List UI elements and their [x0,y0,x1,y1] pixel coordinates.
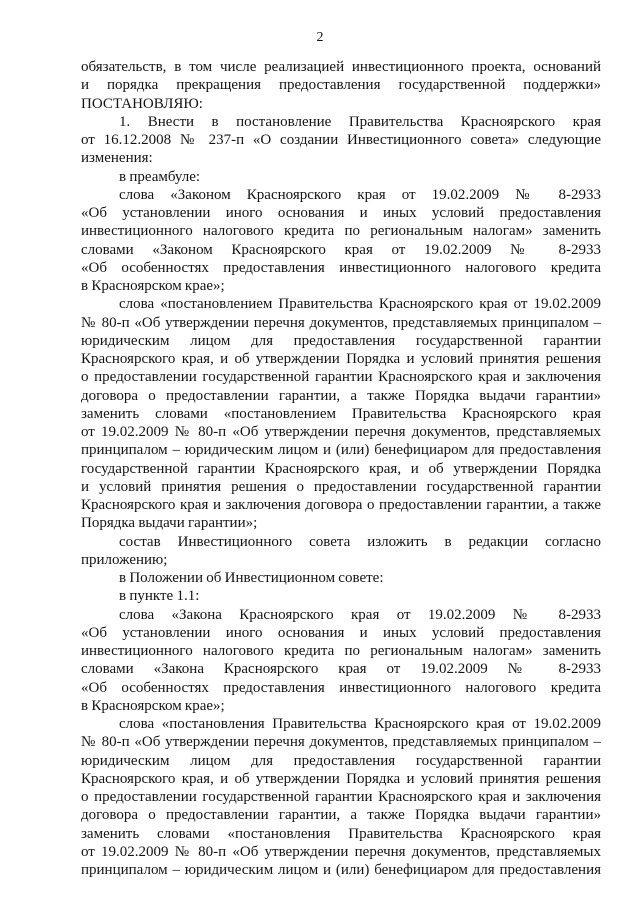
text-line: заменить словами «постановления Правительства Красноярского края [81,825,601,842]
text-line: «Об особенностях предоставления инвестиционного налогового кредита [81,259,601,276]
text-line: «Об установлении иного основания и иных условий предоставления [81,624,601,641]
text-line: Красноярского края, и об утверждении Порядка и условий принятия решения [81,351,601,367]
text-line: юридическим лицом для предоставления государственной гарантии [81,332,601,349]
paragraph [81,715,601,879]
text-line: № 80-п «Об утверждении перечня документов, представляемых принципалом – [81,314,601,331]
text-line: принципалом – юридическим лицом и (или) бенефициаром для предоставления [81,862,601,878]
text-line: от 16.12.2008 № 237-п «О создании Инвестиционного совета» следующие [81,132,601,148]
text-line: слова «Законом Красноярского края от 19.02.2009 № 8-2933 [119,186,601,203]
page-number: 2 [316,30,324,45]
text-line: «Об установлении иного основания и иных условий предоставления [81,205,601,221]
text-line: Порядка выдачи гарантии»; [81,515,258,532]
text-line: и условий принятия решения о предоставлении государственной гарантии [81,478,601,495]
text-line: приложению; [81,551,168,568]
text-line: о предоставлении государственной гарантии Красноярского края и заключения [81,369,601,386]
paragraph [81,569,601,587]
text-line: словами «Законом Красноярского края от 19.02.2009 № 8-2933 [81,241,601,258]
text-line: Красноярского края и заключения договора о предоставлении гарантии, а также [81,497,601,513]
text-line: Красноярского края, и об утверждении Порядка и условий принятия решения [81,770,601,787]
text-line: в преамбуле: [119,168,201,185]
text-line: заменить словами «постановлением Правительства Красноярского края [81,405,601,422]
paragraph [81,533,601,570]
text-line: инвестиционного налогового кредита по региональным налогам» заменить [81,643,601,659]
text-line: в пункте 1.1: [119,588,200,605]
text-line: в Положении об Инвестиционном совете: [119,570,384,586]
paragraph [81,606,601,716]
text-line: инвестиционного налогового кредита по региональным налогам» заменить [81,223,601,240]
paragraph [81,58,601,113]
paragraph [81,168,601,186]
paragraph [81,113,601,168]
text-line: ПОСТАНОВЛЯЮ: [81,95,203,112]
text-line: и порядка прекращения предоставления государственной поддержки» [81,77,601,94]
text-line: слова «постановления Правительства Красноярского края от 19.02.2009 [119,716,601,732]
text-line: в Красноярском крае»; [81,278,225,294]
text-line: слова «постановлением Правительства Красноярского края от 19.02.2009 [119,296,601,313]
text-line: о предоставлении государственной гарантии Красноярского края и заключения [81,789,601,805]
text-line: состав Инвестиционного совета изложить в редакции согласно [119,533,601,550]
text-line: от 19.02.2009 № 80-п «Об утверждении перечня документов, представляемых [81,843,601,860]
text-line: слова «Закона Красноярского края от 19.02.2009 № 8-2933 [119,606,601,623]
paragraph [81,186,601,296]
text-line: принципалом – юридическим лицом и (или) бенефициаром для предоставления [81,442,601,459]
text-line: 1. Внести в постановление Правительства Красноярского края [119,113,601,130]
text-line: изменения: [81,150,153,167]
text-line: от 19.02.2009 № 80-п «Об утверждении перечня документов, представляемых [81,424,601,440]
text-line: «Об особенностях предоставления инвестиционного налогового кредита [81,679,601,696]
text-line: договора о предоставлении гарантии, а также Порядка выдачи гарантии» [81,387,601,404]
text-line: в Красноярском крае»; [81,697,225,714]
text-line: № 80-п «Об утверждении перечня документов, представляемых принципалом – [81,734,601,751]
document-body [81,58,601,879]
text-line: словами «Закона Красноярского края от 19.02.2009 № 8-2933 [81,661,601,678]
text-line: обязательств, в том числе реализацией инвестиционного проекта, оснований [81,59,601,75]
paragraph [81,587,601,605]
text-line: государственной гарантии Красноярского края, и об утверждении Порядка [81,460,601,477]
paragraph [81,295,601,532]
text-line: договора о предоставлении гарантии, а также Порядка выдачи гарантии» [81,807,601,824]
text-line: юридическим лицом для предоставления государственной гарантии [81,752,601,769]
